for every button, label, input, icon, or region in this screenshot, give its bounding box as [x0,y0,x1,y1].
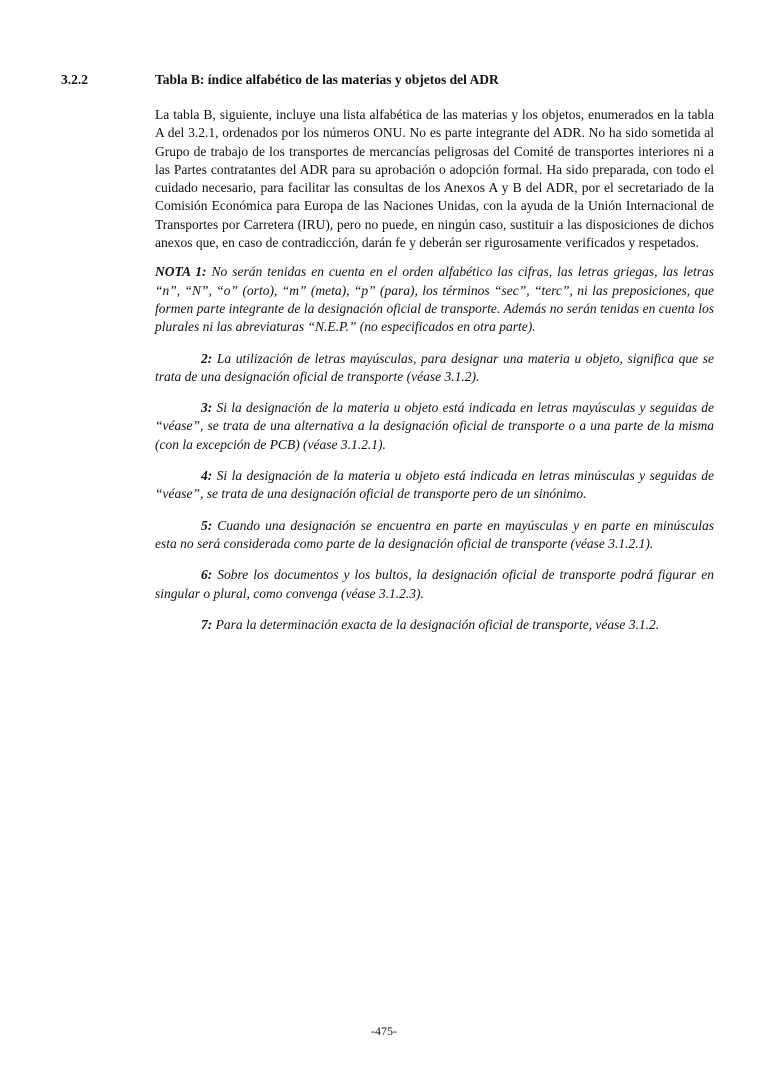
section-title: Tabla B: índice alfabético de las materias y objetos del ADR [155,72,499,87]
note-text: Cuando una designación se encuentra en parte en mayúsculas y en parte en minúsculas esta no será considerada como parte de la designación oficial de transporte (véase 3.1.2.1). [155,517,714,551]
note-3 [155,399,714,454]
body-column [155,106,714,647]
note-text: No serán tenidas en cuenta en el orden alfabético las cifras, las letras griegas, las letras “n”, “N”, “o” (orto), “m” (meta), “p” (para), los términos “sec”, “terc”, ni las preposiciones, que formen parte integrante de la designación oficial de transporte. Además no serán tenidas en cuenta los plurales ni las abreviaturas “N.E.P.” (no especificados en otra parte). [155,264,714,335]
note-label: 3: [201,400,213,416]
note-label: 4: [201,468,213,484]
note-label: 7: [201,616,213,632]
note-5 [155,517,714,554]
note-4 [155,467,714,504]
note-label: 5: [201,517,213,533]
note-text: La utilización de letras mayúsculas, para designar una materia u objeto, significa que se trata de una designación oficial de transporte (véase 3.1.2). [155,350,714,384]
note-text: Para la determinación exacta de la designación oficial de transporte, véase 3.1.2. [212,616,660,632]
note-label: NOTA 1: [155,264,207,280]
note-text: Si la designación de la materia u objeto está indicada en letras minúsculas y seguidas de “véase”, se trata de una designación oficial de transporte pero de un sinónimo. [155,468,714,502]
note-text: Si la designación de la materia u objeto está indicada en letras mayúsculas y seguidas de “véase”, se trata de una alternativa a la designación oficial de transporte o a una parte de la misma (con la excepción de PCB) (véase 3.1.2.1). [155,400,714,452]
note-7 [155,616,714,634]
note-1 [155,263,714,336]
note-label: 6: [201,567,213,583]
note-text: Sobre los documentos y los bultos, la designación oficial de transporte podrá figurar en singular o plural, como convenga (véase 3.1.2.3). [155,567,714,601]
note-6 [155,566,714,603]
section-number: 3.2.2 [61,72,88,87]
intro-paragraph: La tabla B, siguiente, incluye una lista alfabética de las materias y los objetos, enumerados en la tabla A del 3.2.1, ordenados por los números ONU. No es parte integrante del ADR. No ha sido sometida al Grupo de trabajo de los transportes de mercancías peligrosas del Comité de transportes interiores ni a las Partes contratantes del ADR para su aprobación o adopción formal. Ha sido preparada, con todo el cuidado necesario, para facilitar las consultas de los Anexos A y B del ADR, por el secretariado de la Comisión Económica para Europa de las Naciones Unidas, con la ayuda de la Unión Internacional de Transportes por Carretera (IRU), pero no puede, en ningún caso, sustituir a las disposiciones de dichos anexos que, en caso de contradicción, darán fe y deberán ser rigurosamente verificados y respetados. [155,107,714,251]
page-number: -475- [371,1024,397,1038]
note-2 [155,350,714,387]
note-label: 2: [201,350,213,366]
